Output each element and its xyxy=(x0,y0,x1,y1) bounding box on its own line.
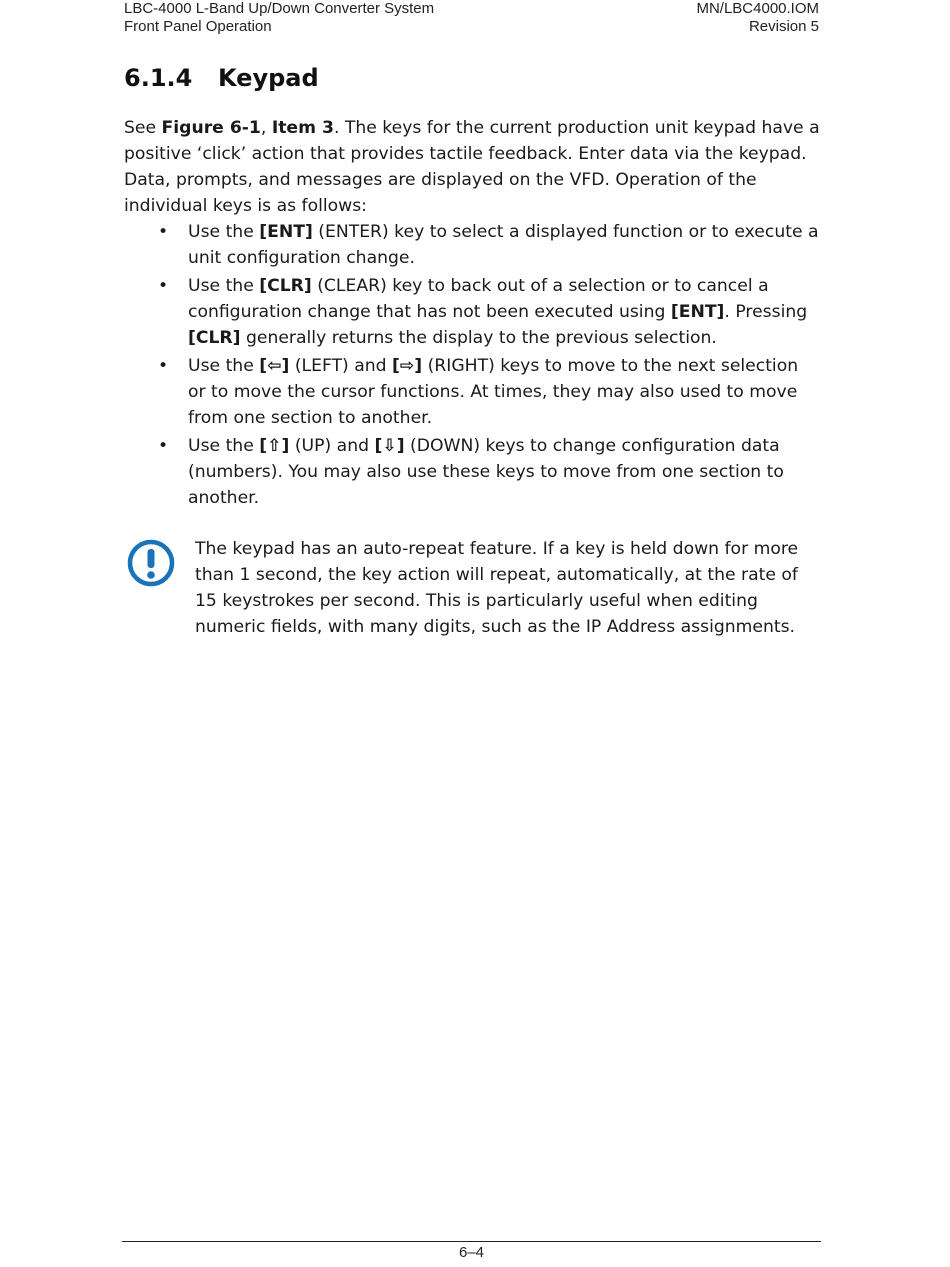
header-manual-number: MN/LBC4000.IOM xyxy=(696,0,819,17)
section-number: 6.1.4 xyxy=(124,64,193,92)
section-title: Keypad xyxy=(218,64,319,92)
intro-paragraph: See Figure 6-1, Item 3. The keys for the current production unit keypad have a positive ‘click’ action that provides tactile feedback. Enter data via the keypad. Data, prompts, and messages are displayed on the VFD. Operation of the individual keys is as follows: xyxy=(124,118,820,216)
key-left-arrow-icon: [⇦] xyxy=(259,356,290,376)
list-item: • Use the [⇧] (UP) and [⇩] (DOWN) keys to change configuration data (numbers). You may also use these keys to move from one section to another. xyxy=(124,433,820,511)
body-text xyxy=(124,115,820,513)
bullet-icon: • xyxy=(158,436,169,456)
bullet-icon: • xyxy=(158,356,169,376)
page-number: 6–4 xyxy=(458,1244,485,1261)
header-chapter-title: Front Panel Operation xyxy=(124,18,272,35)
footer-divider xyxy=(122,1241,821,1242)
key-ent: [ENT] xyxy=(259,222,313,242)
key-clr: [CLR] xyxy=(188,328,241,348)
running-header-left xyxy=(124,0,434,36)
section-heading xyxy=(124,62,319,94)
note-text: The keypad has an auto-repeat feature. If a key is held down for more than 1 second, the key action will repeat, automatically, at the rate of 15 keystrokes per second. This is particularly useful when editing numeric fields, with many digits, such as the IP Address assignments. xyxy=(195,539,799,637)
key-down-arrow-icon: [⇩] xyxy=(374,436,405,456)
header-document-title: LBC-4000 L-Band Up/Down Converter System xyxy=(124,0,435,17)
key-clr: [CLR] xyxy=(259,276,312,296)
figure-reference-link[interactable]: Figure 6-1 xyxy=(161,118,261,138)
list-item: • Use the [CLR] (CLEAR) key to back out of a selection or to cancel a configuration change that has not been executed using [ENT]. Pressing [CLR] generally returns the display to the previous selection. xyxy=(124,273,820,351)
key-up-arrow-icon: [⇧] xyxy=(259,436,290,456)
info-exclamation-icon xyxy=(127,539,175,587)
list-item: • Use the [ENT] (ENTER) key to select a displayed function or to execute a unit configuration change. xyxy=(124,219,820,271)
item-reference: Item 3 xyxy=(271,118,334,138)
bullet-icon: • xyxy=(158,276,169,296)
key-list xyxy=(124,219,820,511)
key-ent: [ENT] xyxy=(670,302,725,322)
key-right-arrow-icon: [⇨] xyxy=(392,356,423,376)
running-header-right xyxy=(696,0,819,36)
list-item: • Use the [⇦] (LEFT) and [⇨] (RIGHT) keys to move to the next selection or to move the cursor functions. At times, they may also used to move from one section to another. xyxy=(124,353,820,431)
bullet-icon: • xyxy=(158,222,169,242)
header-revision: Revision 5 xyxy=(748,18,819,35)
